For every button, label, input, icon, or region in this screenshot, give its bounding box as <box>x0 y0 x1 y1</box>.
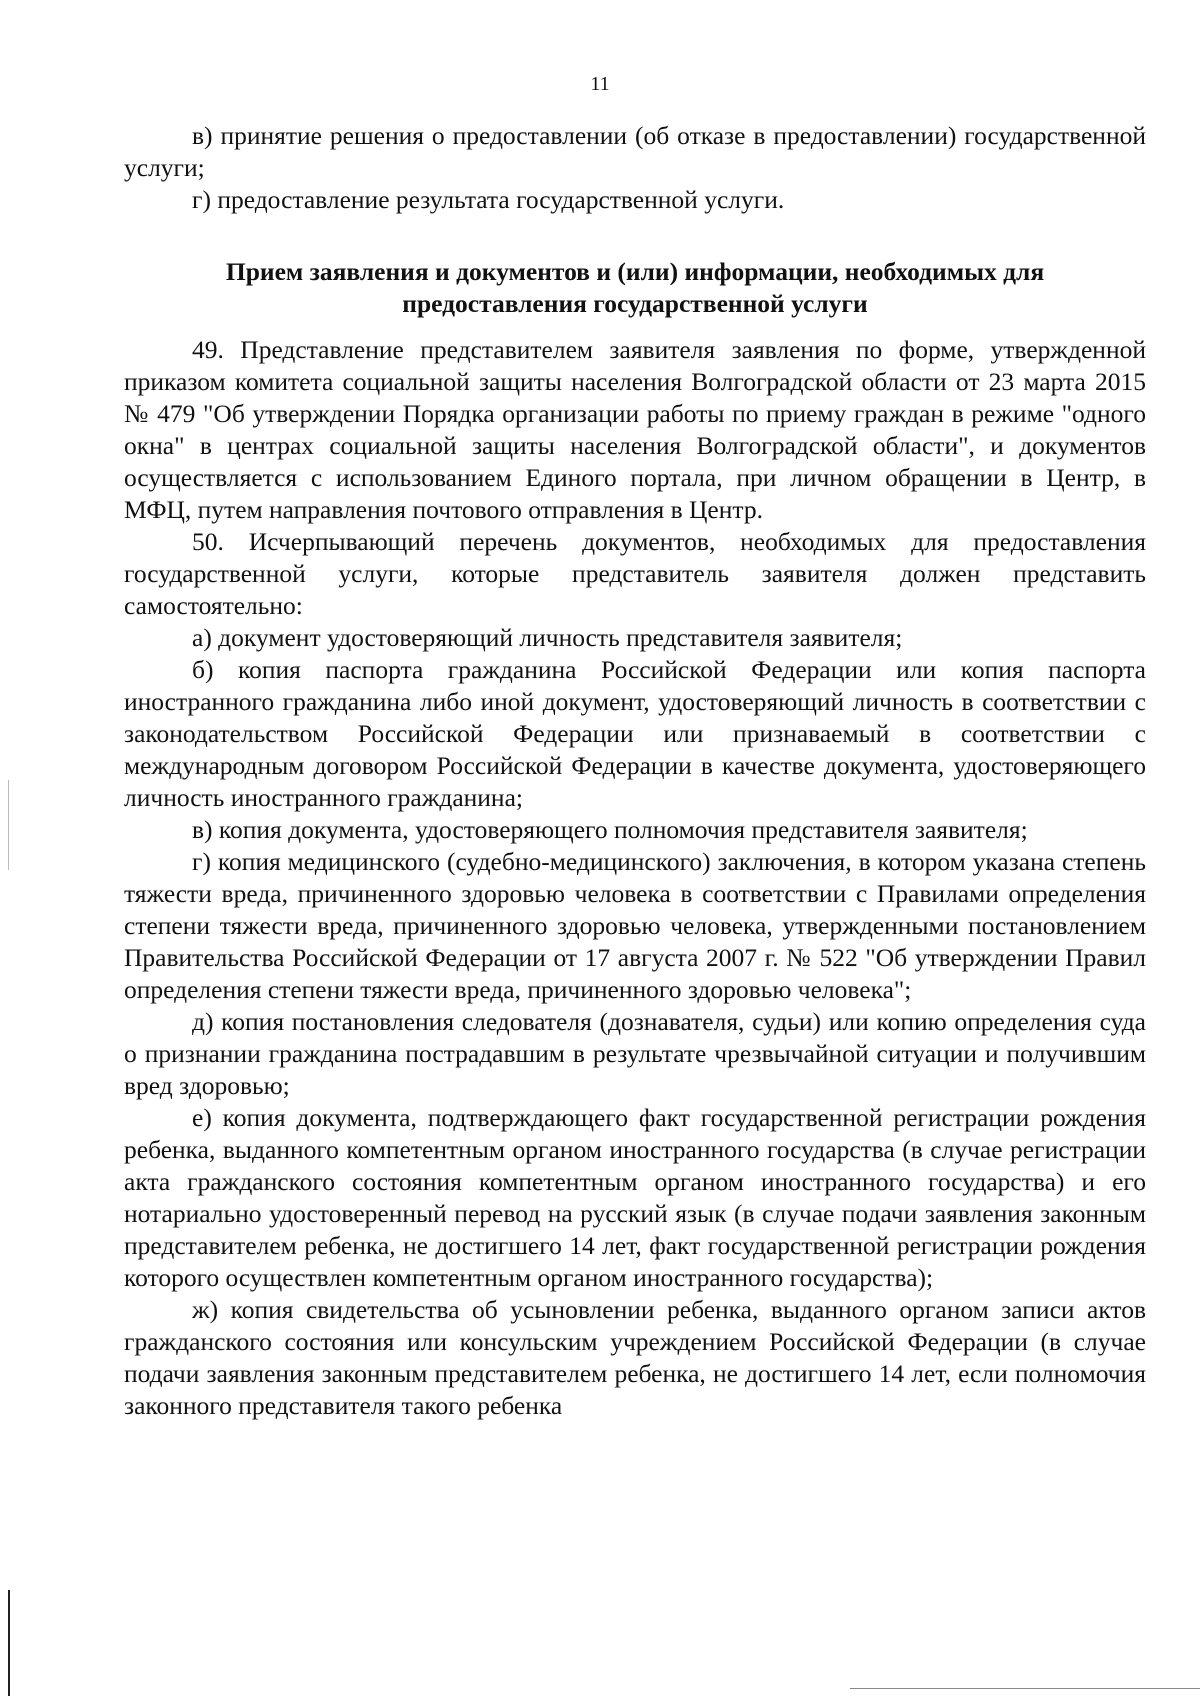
list-item-zh: ж) копия свидетельства об усыновлении ребенка, выданного органом записи актов гражданского состояния или консульским учреждением Российской Федерации (в случае подачи заявления законным представителем ребенка, не достигшего 14 лет, если полномочия законного представителя такого ребенка <box>124 1295 1146 1420</box>
scan-bottom-line <box>850 1688 1200 1689</box>
spacer <box>124 320 1146 334</box>
scan-margin-mark <box>8 780 9 870</box>
list-item-v: в) копия документа, удостоверяющего полномочия представителя заявителя; <box>192 815 1028 844</box>
document-body <box>124 120 1146 1422</box>
list-item-g: г) копия медицинского (судебно-медицинского) заключения, в котором указана степень тяжести вреда, причиненного здоровью человека в соответствии с Правилами определения степени тяжести вреда, причиненного здоровью человека, утвержденными постановлением Правительства Российской Федерации от 17 августа 2007 г. № 522 "Об утверждении Правил определения степени тяжести вреда, причиненного здоровью человека"; <box>124 847 1146 1004</box>
paragraph-50: 50. Исчерпывающий перечень документов, необходимых для предоставления государственной услуги, которые представитель заявителя должен представить самостоятельно: <box>124 527 1146 620</box>
spacer <box>124 216 1146 256</box>
page-number: 11 <box>590 73 610 95</box>
list-item-d: д) копия постановления следователя (дознавателя, судьи) или копию определения суда о признании гражданина пострадавшим в результате чрезвычайной ситуации и получившим вред здоровью; <box>124 1007 1146 1100</box>
scan-margin-line <box>8 1590 10 1696</box>
paragraph-g-result: г) предоставление результата государственной услуги. <box>192 185 785 214</box>
list-item-b: б) копия паспорта гражданина Российской Федерации или копия паспорта иностранного гражданина либо иной документ, удостоверяющий личность в соответствии с законодательством Российской Федерации или признаваемый в соответствии с международным договором Российской Федерации в качестве документа, удостоверяющего личность иностранного гражданина; <box>124 655 1146 812</box>
list-item-e: е) копия документа, подтверждающего факт государственной регистрации рождения ребенка, выданного компетентным органом иностранного государства (в случае регистрации акта гражданского состояния компетентным органом иностранного государства) и его нотариально удостоверенный перевод на русский язык (в случае подачи заявления законным представителем ребенка, не достигшего 14 лет, факт государственной регистрации рождения которого осуществлен компетентным органом иностранного государства); <box>124 1103 1146 1292</box>
list-item-a: а) документ удостоверяющий личность представителя заявителя; <box>192 623 903 652</box>
paragraph-49: 49. Представление представителем заявителя заявления по форме, утвержденной приказом комитета социальной защиты населения Волгоградской области от 23 марта 2015 № 479 "Об утверждении Порядка организации работы по приему граждан в режиме "одного окна" в центрах социальной защиты населения Волгоградской области", и документов осуществляется с использованием Единого портала, при личном обращении в Центр, в МФЦ, путем направления почтового отправления в Центр. <box>124 335 1146 524</box>
paragraph-v-decision: в) принятие решения о предоставлении (об отказе в предоставлении) государственной услуги; <box>124 121 1146 182</box>
section-heading: Прием заявления и документов и (или) информации, необходимых для предоставления государственной услуги <box>225 257 1045 318</box>
